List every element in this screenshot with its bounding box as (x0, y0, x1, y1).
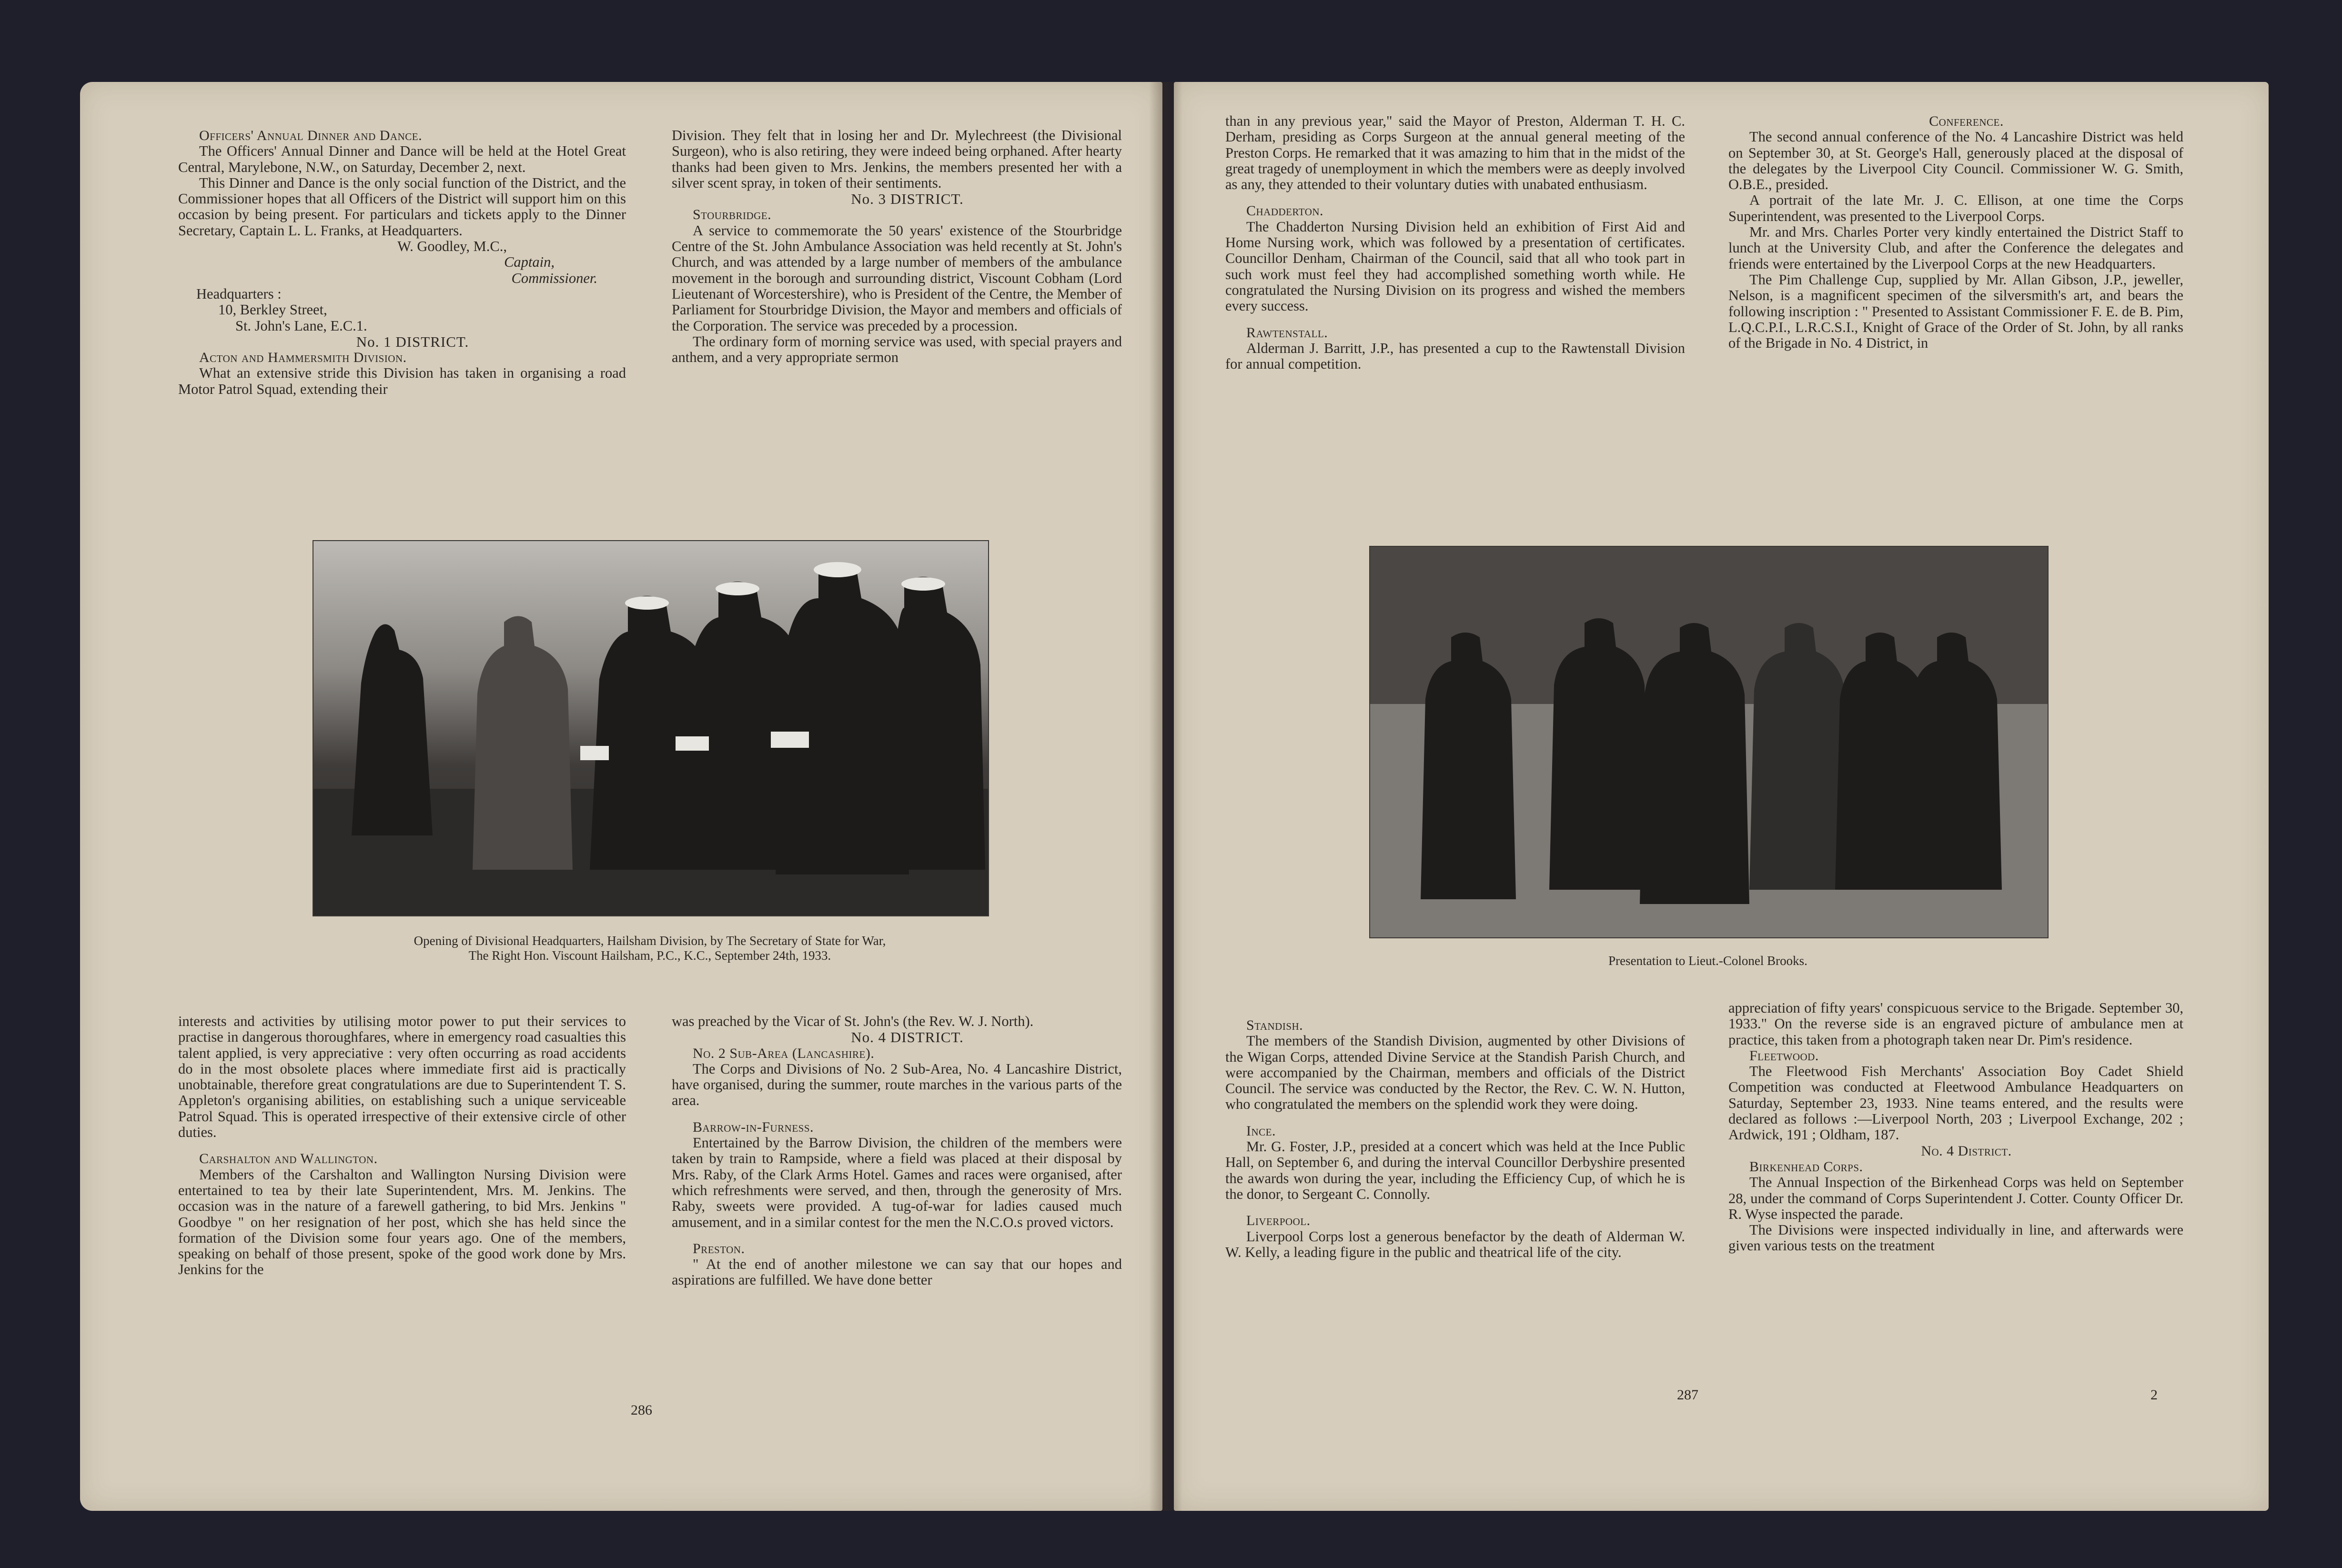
district-heading: No. 1 DISTRICT. (356, 333, 469, 350)
heading-stourbridge: Stourbridge. (693, 207, 772, 223)
paragraph: The second annual conference of the No. 4 Lancashire District was held on September 30, at St. George's Hall, generously placed at the disposal of the delegates by the Liverpool City Council. Commissioner W. G. Smith, O.B.E., presided. (1728, 129, 2183, 193)
paragraph: was preached by the Vicar of St. John's (the Rev. W. J. North). (672, 1013, 1034, 1029)
right-col2-top (1728, 113, 2183, 351)
district-heading: No. 4 District. (1921, 1143, 2012, 1159)
left-col1-top (178, 128, 626, 397)
paragraph: The Pim Challenge Cup, supplied by Mr. Allan Gibson, J.P., jeweller, Nelson, is a magnificent specimen of the silversmith's art, and bears the following inscription : " Presented to Assistant Commissioner F. E. de B. Pim, L.Q.C.P.I., L.R.C.S.I., Knight of Grace of the Order of St. John, by all ranks of the Brigade in No. 4 District, in (1728, 271, 2183, 352)
heading-rawtenstall: Rawtenstall. (1246, 324, 1328, 341)
paragraph: The ordinary form of morning service was used, with special prayers and anthem, and a very appropriate sermon (672, 333, 1122, 366)
heading-acton: Acton and Hammersmith Division. (199, 350, 407, 366)
heading-liverpool: Liverpool. (1246, 1213, 1311, 1229)
right-col1-bottom (1225, 1017, 1685, 1260)
right-col2-bottom (1728, 1000, 2183, 1254)
heading-fleetwood: Fleetwood. (1749, 1047, 1819, 1064)
heading-sub-area: No. 2 Sub-Area (Lancashire). (693, 1045, 875, 1061)
hq-address: St. John's Lane, E.C.1. (235, 317, 367, 334)
photo-caption-left (313, 934, 987, 963)
paragraph: than in any previous year," said the Mayor of Preston, Alderman T. H. C. Derham, presiding as Corps Surgeon at the annual general meeting of the Preston Corps. He remarked that it was amazing to him that in the midst of the great tragedy of unemployment in which the members were as deeply involved as any, they attended to their voluntary duties with unabated enthusiasm. (1225, 113, 1685, 193)
heading-ince: Ince. (1246, 1123, 1276, 1139)
caption-line: Opening of Divisional Headquarters, Hailsham Division, by The Secretary of State for War, (414, 934, 886, 948)
paragraph: Members of the Carshalton and Wallington Nursing Division were entertained to tea by their late Superintendent, Mrs. M. Jenkins. The occasion was in the nature of a farewell gathering, to bid Mrs. Jenkins " Goodbye " on her resignation of her post, which she has held since the formation of the Division some four years ago. One of the members, speaking on behalf of those present, spoke of the good work done by Mrs. Jenkins for the (178, 1166, 626, 1278)
hq-label: Headquarters : (196, 285, 282, 302)
paragraph: The Corps and Divisions of No. 2 Sub-Area, No. 4 Lancashire District, have organised, during the summer, route marches in the various parts of the area. (672, 1060, 1122, 1109)
page-number-right: 287 (1677, 1387, 1698, 1403)
paragraph: The Chadderton Nursing Division held an exhibition of First Aid and Home Nursing work, which was followed by a presentation of certificates. Councillor Denham, Chairman of the Council, said that all who took part in such work must feel they had accomplished something worth while. He congratulated the Nursing Division on its progress and wished the members every success. (1225, 218, 1685, 314)
district-heading: No. 3 DISTRICT. (851, 191, 964, 208)
photo-hailsham-inspection (313, 540, 989, 916)
paragraph: The Divisions were inspected individually in line, and afterwards were given various tests on the treatment (1728, 1222, 2183, 1254)
hq-address: 10, Berkley Street, (218, 302, 327, 318)
heading-conference: Conference. (1929, 113, 2004, 129)
page-number-left: 286 (631, 1402, 652, 1418)
book-gutter (1149, 82, 1182, 1511)
paragraph: " At the end of another milestone we can say that our hopes and aspirations are fulfilled. We have done better (672, 1256, 1122, 1288)
paragraph: Mr. G. Foster, J.P., presided at a concert which was held at the Ince Public Hall, on September 6, and during the interval Councillor Derbyshire presented the awards won during the year, including the Efficiency Cup, of which he is the donor, to Sergeant C. Connolly. (1225, 1138, 1685, 1202)
paragraph: appreciation of fifty years' conspicuous service to the Brigade. September 30, 1933." On the reverse side is an engraved picture of ambulance men at practice, this taken from a photograph taken near Dr. Pim's residence. (1728, 1000, 2183, 1048)
heading-chadderton: Chadderton. (1246, 203, 1324, 219)
paragraph: A service to commemorate the 50 years' existence of the Stourbridge Centre of the St. John Ambulance Association was held recently at St. John's Church, and was attended by a large number of members of the ambulance movement in the borough and surrounding district, Viscount Cobham (Lord Lieutenant of Worcestershire), who is President of the Centre, the Member of Parliament for Stourbridge Division, the Mayor and members and officials of the Corporation. The service was preceded by a procession. (672, 222, 1122, 334)
heading-birkenhead: Birkenhead Corps. (1749, 1158, 1863, 1175)
paragraph: Alderman J. Barritt, J.P., has presented a cup to the Rawtenstall Division for annual competition. (1225, 340, 1685, 372)
paragraph: The Annual Inspection of the Birkenhead Corps was held on September 28, under the command of Corps Superintendent J. Cotter. County Officer Dr. R. Wyse inspected the parade. (1728, 1174, 2183, 1222)
paragraph: Liverpool Corps lost a generous benefactor by the death of Alderman W. W. Kelly, a leading figure in the public and theatrical life of the city. (1225, 1228, 1685, 1260)
left-col1-bottom (178, 1014, 626, 1278)
paragraph: The Fleetwood Fish Merchants' Association Boy Cadet Shield Competition was conducted at Fleetwood Ambulance Headquarters on Saturday, September 23, 1933. Nine teams entered, and the results were declared as follows :—Liverpool North, 203 ; Liverpool Exchange, 202 ; Ardwick, 191 ; Oldham, 187. (1728, 1063, 2183, 1143)
paragraph: interests and activities by utilising motor power to put their services to practise in dangerous thoroughfares, where in emergency road casualties this talent applied, is very appreciative : very often occurring as road accidents do in the most obsolete places where immediate first aid is practically unobtainable, therefore great congratulations are due to Superintendent T. S. Appleton's organising abilities, on establishing such a unique serviceable Patrol Squad. This is operated irrespective of their extensive circle of other duties. (178, 1013, 626, 1141)
paragraph: This Dinner and Dance is the only social function of the District, and the Commissioner hopes that all Officers of the District will support him on this occasion by being present. For particulars and tickets apply to the Dinner Secretary, Captain L. L. Franks, at Headquarters. (178, 174, 626, 239)
signature-title: Captain, (504, 254, 555, 271)
signature-name: W. Goodley, M.C., (397, 238, 507, 255)
left-col2-top (672, 128, 1122, 365)
paragraph: A portrait of the late Mr. J. C. Ellison, at one time the Corps Superintendent, was presented to the Liverpool Corps. (1728, 192, 2183, 224)
paragraph: Mr. and Mrs. Charles Porter very kindly entertained the District Staff to lunch at the University Club, and after the Conference the delegates and friends were entertained by the Liverpool Corps at the new Headquarters. (1728, 224, 2183, 272)
heading-standish: Standish. (1246, 1017, 1303, 1033)
heading-barrow: Barrow-in-Furness. (693, 1119, 814, 1135)
paragraph: The members of the Standish Division, augmented by other Divisions of the Wigan Corps, attended Divine Service at the Standish Parish Church, and were accompanied by the Chairman, members and officials of the District Council. The service was conducted by the Rector, the Rev. C. W. N. Hutton, who congratulated the members on the splendid work they were doing. (1225, 1033, 1685, 1113)
heading-officers-dinner: Officers' Annual Dinner and Dance. (199, 128, 423, 143)
heading-carshalton: Carshalton and Wallington. (199, 1151, 378, 1167)
right-col1-top (1225, 113, 1685, 372)
heading-preston: Preston. (693, 1240, 745, 1256)
signature-title: Commissioner. (511, 270, 597, 286)
paragraph: What an extensive stride this Division has taken in organising a road Motor Patrol Squad, extending their (178, 365, 626, 397)
paragraph: Entertained by the Barrow Division, the children of the members were taken by train to Rampside, where a field was placed at their disposal by Mrs. Raby, of the Clark Arms Hotel. Games and races were organised, after which refreshments were served, and then, through the generosity of Mrs. Raby, sweets were provided. A tug-of-war for ladies caused much amusement, and in a similar contest for the men the N.C.O.s proved victors. (672, 1135, 1122, 1230)
caption-line: The Right Hon. Viscount Hailsham, P.C., K.C., September 24th, 1933. (468, 948, 831, 963)
left-col2-bottom (672, 1014, 1122, 1288)
photo-presentation-brooks (1369, 546, 2049, 938)
paragraph: The Officers' Annual Dinner and Dance will be held at the Hotel Great Central, Marylebone, N.W., on Saturday, December 2, next. (178, 143, 626, 175)
photo-figures (1370, 547, 2048, 937)
photo-figures (313, 541, 988, 915)
photo-caption-right: Presentation to Lieut.-Colonel Brooks. (1608, 954, 1807, 968)
signature-mark: 2 (2150, 1387, 2158, 1403)
paragraph: Division. They felt that in losing her and Dr. Mylechreest (the Divisional Surgeon), who is also retiring, they were indeed being orphaned. After hearty thanks had been given to Mrs. Jenkins, the members presented her with a silver scent spray, in token of their sentiments. (672, 127, 1122, 191)
district-heading: No. 4 DISTRICT. (851, 1029, 964, 1046)
